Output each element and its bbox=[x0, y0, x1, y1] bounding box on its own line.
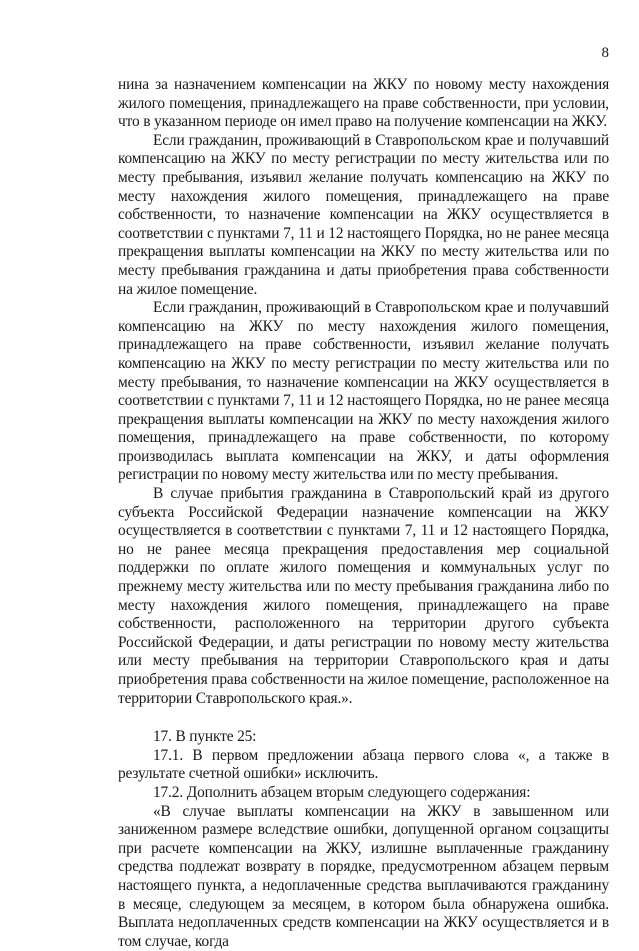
paragraph-registration-to-property: Если гражданин, проживающий в Ставропольском крае и получавший компенсацию на ЖКУ по месту регистрации по месту жительства или по месту пребывания, изъявил желание получать компенсацию на ЖКУ по месту нахождения жилого помещения, принадлежащего на праве собственности, то назначение компенсации на ЖКУ осуществляется в соответствии с пунктами 7, 11 и 12 настоящего Порядка, но не ранее месяца прекращения выплаты компенсации на ЖКУ по месту жительства или по месту пребывания гражданина и даты приобретения права собственности на жилое помещение. bbox=[118, 131, 609, 298]
document-body bbox=[118, 76, 609, 951]
paragraph-new-second-clause: «В случае выплаты компенсации на ЖКУ в завышенном или заниженном размере вследствие ошибки, допущенной органом соцзащиты при расчете компенсации на ЖКУ, излишне выплаченные гражданину средства подлежат возврату в порядке, предусмотренном абзацем первым настоящего пункта, а недоплаченные средства выплачиваются гражданину в месяце, следующем за месяцем, в котором была обнаружена ошибка. Выплата недоплаченных средств компенсации на ЖКУ осуществляется и в том случае, когда bbox=[118, 802, 609, 950]
paragraph-item-17-2: 17.2. Дополнить абзацем вторым следующего содержания: bbox=[153, 783, 531, 801]
paragraph-arrival-from-other-region: В случае прибытия гражданина в Ставропольский край из другого субъекта Российской Федерации назначение компенсации на ЖКУ осуществляется в соответствии с пунктами 7, 11 и 12 настоящего Порядка, но не ранее месяца прекращения предоставления мер социальной поддержки по оплате жилого помещения и коммунальных услуг по прежнему месту жительства или по месту пребывания гражданина либо по месту нахождения жилого помещения, принадлежащего на праве собственности, расположенного на территории другого субъекта Российской Федерации, и даты регистрации по новому месту жительства или месту пребывания на территории Ставропольского края и даты приобретения права собственности на жилое помещение, расположенное на территории Ставропольского края.». bbox=[118, 485, 609, 707]
paragraph-property-to-registration: Если гражданин, проживающий в Ставропольском крае и получавший компенсацию на ЖКУ по месту нахождения жилого помещения, принадлежащего на праве собственности, изъявил желание получать компенсацию на ЖКУ по месту регистрации по месту жительства или по месту пребывания, то назначение компенсации на ЖКУ осуществляется в соответствии с пунктами 7, 11 и 12 настоящего Порядка, но не ранее месяца прекращения выплаты компенсации на ЖКУ по месту нахождения жилого помещения, принадлежащего на праве собственности, по которому производилась выплата компенсации на ЖКУ, и даты оформления регистрации по новому месту жительства или по месту пребывания. bbox=[118, 299, 609, 484]
paragraph-continuation: нина за назначением компенсации на ЖКУ по новому месту нахождения жилого помещения, принадлежащего на праве собственности, при условии, что в указанном периоде он имел право на получение компенсации на ЖКУ. bbox=[118, 76, 609, 131]
paragraph-item-17: 17. В пункте 25: bbox=[153, 728, 257, 746]
paragraph-item-17-1: 17.1. В первом предложении абзаца первого слова «, а также в результате счетной ошибки» исключить. bbox=[118, 746, 609, 783]
page-number: 8 bbox=[601, 45, 609, 61]
